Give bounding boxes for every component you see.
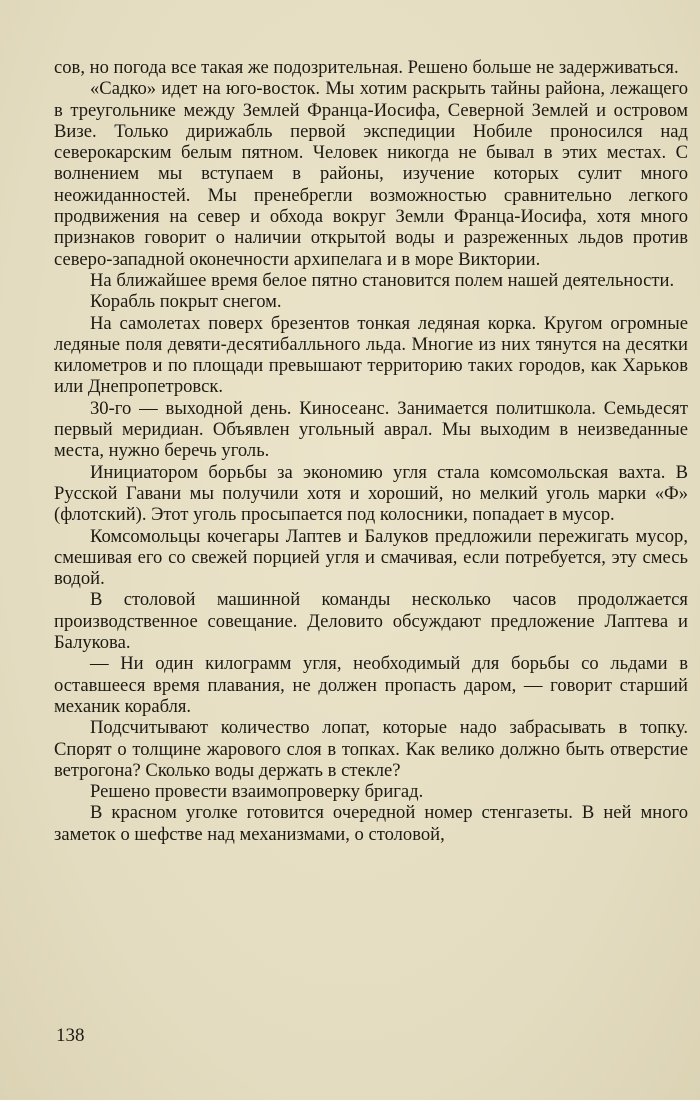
paragraph: «Садко» идет на юго-восток. Мы хотим раскрыть тайны района, лежащего в треугольнике между Землей Франца-Иосифа, Северной Землей и островом Визе. Только дирижабль первой экспедиции Нобиле проносился над северокарским белым пятном. Человек никогда не бывал в этих местах. С волнением мы вступаем в районы, изучение которых сулит много неожиданностей. Мы пренебрегли возможностью сравнительно легкого продвижения на север и обхода вокруг Земли Франца-Иосифа, хотя много признаков говорит о наличии открытой воды и разреженных льдов против северо-западной оконечности архипелага и в море Виктории. bbox=[54, 78, 688, 270]
paragraph: сов, но погода все такая же подозрительная. Решено больше не задерживаться. bbox=[54, 57, 679, 78]
paragraph: В красном уголке готовится очередной номер стенгазеты. В ней много заметок о шефстве над механизмами, о столовой, bbox=[54, 802, 688, 845]
body-text bbox=[54, 57, 688, 845]
paragraph: На ближайшее время белое пятно становится полем нашей деятельности. bbox=[90, 269, 675, 291]
paragraph: Подсчитывают количество лопат, которые надо забрасывать в топку. Спорят о толщине жарового слоя в топках. Как велико должно быть отверстие ветрогона? Сколько воды держать в стекле? bbox=[54, 717, 688, 781]
paragraph: Корабль покрыт снегом. bbox=[90, 291, 282, 313]
paragraph: В столовой машинной команды несколько часов продолжается производственное совещание. Деловито обсуждают предложение Лаптева и Балукова. bbox=[54, 589, 688, 654]
page-number: 138 bbox=[56, 1025, 85, 1046]
paragraph: — Ни один килограмм угля, необходимый для борьбы со льдами в оставшееся время плавания, не должен пропасть даром, — говорит старший механик корабля. bbox=[54, 653, 688, 717]
paragraph: Комсомольцы кочегары Лаптев и Балуков предложили пережигать мусор, смешивая его со свежей порцией угля и смачивая, если потребуется, эту смесь водой. bbox=[54, 525, 688, 590]
paragraph: Инициатором борьбы за экономию угля стала комсомольская вахта. В Русской Гавани мы получили хотя и хороший, но мелкий уголь марки «Ф» (флотский). Этот уголь просыпается под колосники, попадает в мусор. bbox=[54, 461, 688, 526]
paragraph: На самолетах поверх брезентов тонкая ледяная корка. Кругом огромные ледяные поля девяти-десятибалльного льда. Многие из них тянутся на десятки километров и по площади превышают территорию таких городов, как Харьков или Днепропетровск. bbox=[54, 312, 688, 398]
paragraph: Решено провести взаимопроверку бригад. bbox=[90, 781, 424, 803]
paragraph: 30-го — выходной день. Киносеанс. Занимается политшкола. Семьдесят первый меридиан. Объявлен угольный аврал. Мы выходим в неизведанные места, нужно беречь уголь. bbox=[54, 397, 688, 462]
